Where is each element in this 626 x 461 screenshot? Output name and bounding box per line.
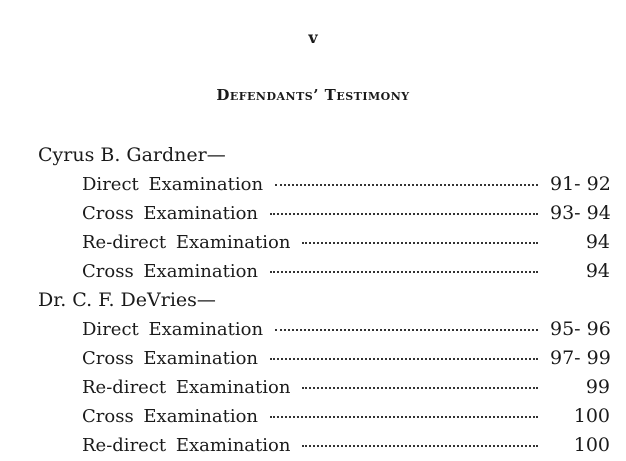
witness-name: Cyrus B. Gardner— — [38, 144, 226, 166]
dot-leader — [270, 358, 538, 360]
entry-label: Cross Examination — [82, 406, 259, 427]
dot-leader — [302, 445, 538, 447]
entry-label: Cross Examination — [82, 348, 259, 369]
index-entry — [38, 257, 610, 286]
entry-label: Re-direct Examination — [82, 232, 291, 253]
entry-label: Cross Examination — [82, 261, 259, 282]
page-number: v — [308, 28, 318, 47]
entry-pages: 94 — [585, 260, 610, 282]
entry-label: Direct Examination — [82, 174, 264, 195]
section-title: Defendants’ Testimony — [216, 86, 410, 104]
dot-leader — [270, 416, 538, 418]
testimony-index — [38, 141, 610, 460]
dot-leader — [270, 271, 538, 273]
entry-pages: 99 — [585, 376, 610, 398]
entry-pages: 97- 99 — [550, 347, 611, 369]
entry-pages: 93- 94 — [550, 202, 611, 224]
entry-pages: 100 — [573, 434, 610, 456]
dot-leader — [275, 184, 538, 186]
index-entry — [38, 431, 610, 460]
entry-pages: 100 — [573, 405, 610, 427]
index-entry — [38, 402, 610, 431]
index-entry — [38, 199, 610, 228]
index-entry — [38, 170, 610, 199]
entry-label: Direct Examination — [82, 319, 264, 340]
entry-pages: 91- 92 — [550, 173, 611, 195]
dot-leader — [270, 213, 538, 215]
index-entry — [38, 228, 610, 257]
entry-label: Re-direct Examination — [82, 435, 291, 456]
dot-leader — [275, 329, 538, 331]
index-entry — [38, 344, 610, 373]
index-entry — [38, 315, 610, 344]
entry-label: Re-direct Examination — [82, 377, 291, 398]
entry-label: Cross Examination — [82, 203, 259, 224]
index-entry — [38, 373, 610, 402]
dot-leader — [302, 242, 538, 244]
witness-name: Dr. C. F. DeVries— — [38, 289, 216, 311]
dot-leader — [302, 387, 538, 389]
entry-pages: 95- 96 — [550, 318, 611, 340]
entry-pages: 94 — [585, 231, 610, 253]
